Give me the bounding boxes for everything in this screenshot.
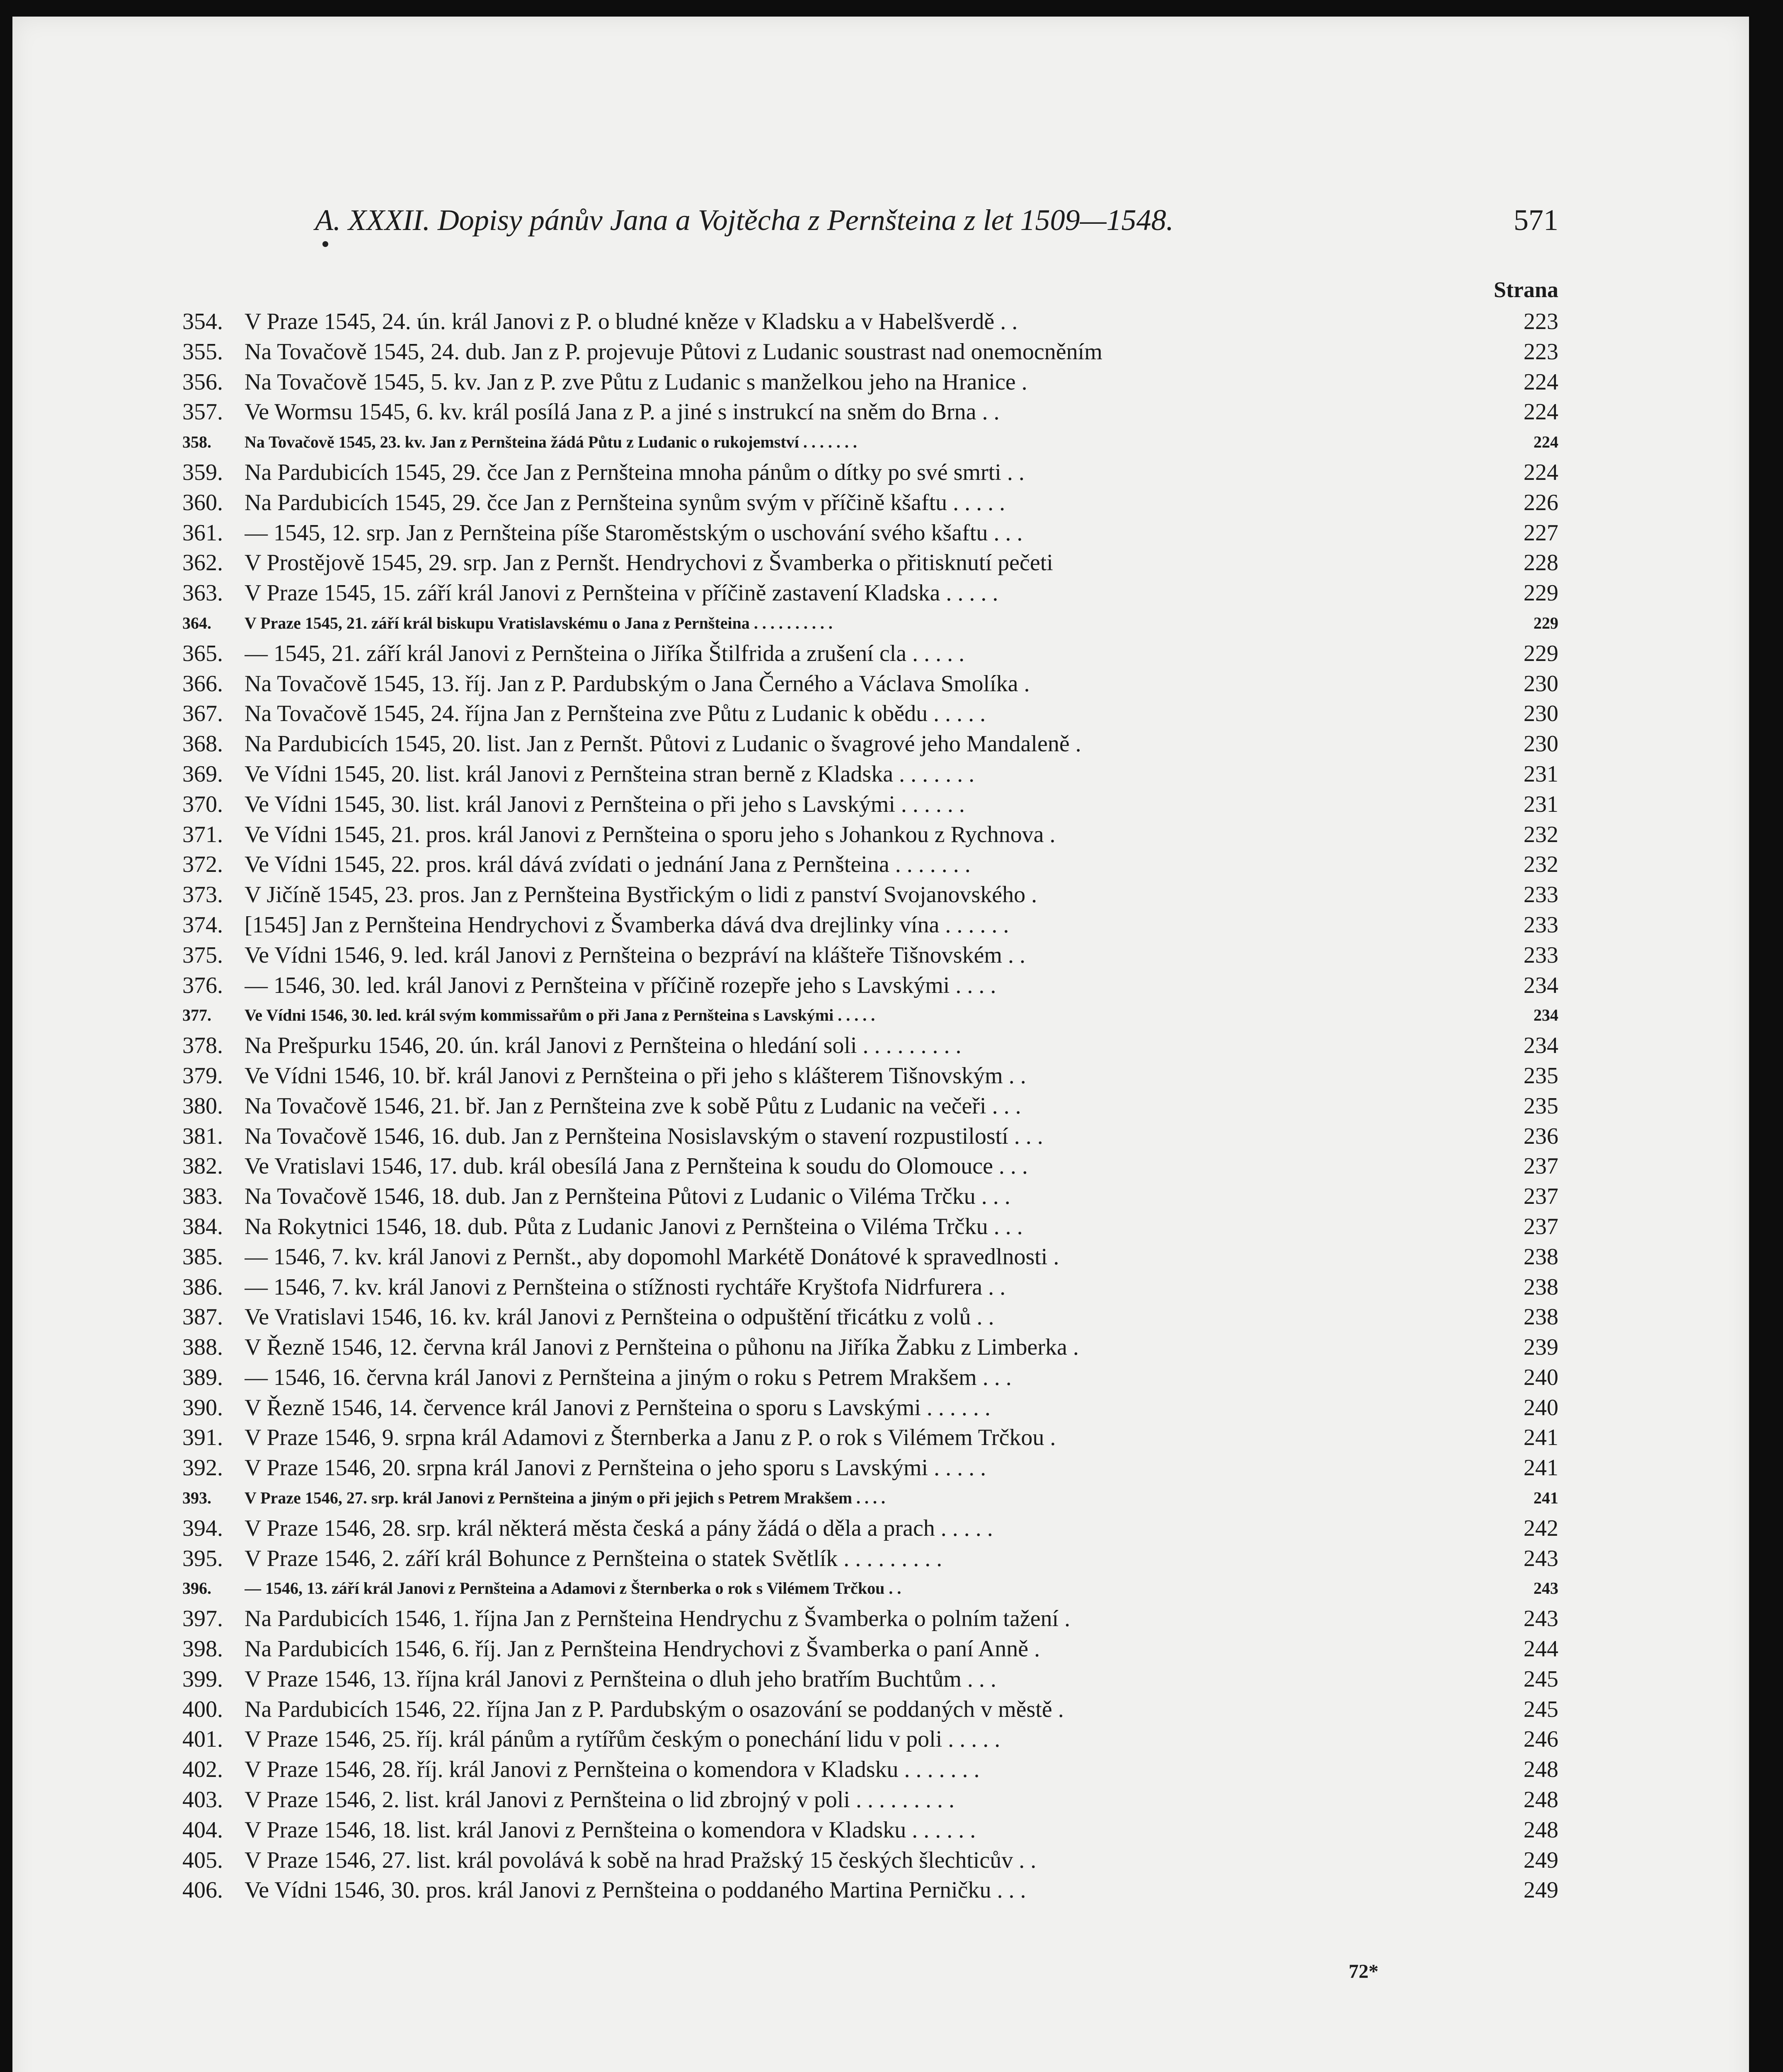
entry-text: V Praze 1546, 27. srp. král Janovi z Pernšteina a jiným o při jejich s Petrem Mrakšem . . . . <box>245 1489 886 1508</box>
entry-text: Na Tovačově 1546, 18. dub. Jan z Pernšteina Půtovi z Ludanic o Viléma Trčku . . . <box>245 1184 1010 1210</box>
entry-text: V Jičíně 1545, 23. pros. Jan z Pernšteina Bystřickým o lidi z panství Svojanovského . <box>245 882 1037 908</box>
entry-page: 241 <box>1533 1489 1558 1508</box>
entry-number: 393. <box>182 1489 211 1508</box>
entry-page: 238 <box>1524 1274 1558 1300</box>
entry-number: 388. <box>182 1334 223 1360</box>
entry-text: V Praze 1546, 28. srp. král některá města česká a pány žádá o děla a prach . . . . . <box>245 1515 993 1541</box>
entry-number: 391. <box>182 1425 223 1451</box>
entry-text: V Prostějově 1545, 29. srp. Jan z Pernšt. Hendrychovi z Švamberka o přitisknutí pečeti <box>245 550 1053 576</box>
entry-page: 229 <box>1533 613 1558 632</box>
entry-number: 386. <box>182 1274 223 1300</box>
entry-text: Na Pardubicích 1545, 20. list. Jan z Pernšt. Půtovi z Ludanic o švagrové jeho Mandaleně . <box>245 731 1081 757</box>
entry-text: Na Tovačově 1545, 23. kv. Jan z Pernšteina žádá Půtu z Ludanic o rukojemství . . . . . . . <box>245 433 857 452</box>
entry-text: — 1546, 13. září král Janovi z Pernšteina a Adamovi z Šternberka o rok s Vilémem Trčkou . . <box>245 1579 901 1598</box>
entry-page: 231 <box>1524 791 1558 817</box>
entry-number: 375. <box>182 942 223 968</box>
entry-number: 366. <box>182 670 223 697</box>
entry-row <box>182 1363 1558 1393</box>
entry-text: V Praze 1546, 13. října král Janovi z Pernšteina o dluh jeho bratřím Buchtům . . . <box>245 1666 996 1692</box>
entry-row <box>182 1332 1558 1363</box>
entry-text: Ve Vídni 1545, 20. list. král Janovi z Pernšteina stran berně z Kladska . . . . . . . <box>245 761 975 787</box>
entry-page: 237 <box>1524 1153 1558 1179</box>
entry-page: 239 <box>1524 1334 1558 1360</box>
entry-row <box>182 367 1558 397</box>
entry-number: 396. <box>182 1579 211 1598</box>
entry-row <box>182 880 1558 910</box>
entry-number: 380. <box>182 1093 223 1119</box>
entry-text: Na Pardubicích 1546, 6. říj. Jan z Pernšteina Hendrychovi z Švamberka o paní Anně . <box>245 1636 1040 1662</box>
entry-text: Na Tovačově 1546, 16. dub. Jan z Pernšteina Nosislavským o stavení rozpustilostí . . . <box>245 1123 1043 1149</box>
entry-number: 385. <box>182 1244 223 1270</box>
entry-text: — 1546, 30. led. král Janovi z Pernšteina v příčině rozepře jeho s Lavskými . . . . <box>245 972 996 998</box>
entry-page: 236 <box>1524 1123 1558 1149</box>
entry-text: V Praze 1545, 21. září král biskupu Vratislavskému o Jana z Pernšteina . . . . . . . . . . <box>245 613 833 632</box>
entry-text: V Praze 1546, 25. říj. král pánům a rytířům českým o ponechání lidu v poli . . . . . <box>245 1726 1001 1752</box>
entry-page: 245 <box>1524 1666 1558 1692</box>
entry-number: 357. <box>182 399 223 425</box>
entry-number: 359. <box>182 459 223 485</box>
entry-row <box>182 1664 1558 1694</box>
entry-row <box>182 910 1558 940</box>
entry-row <box>182 971 1558 1001</box>
entry-row <box>182 1302 1558 1332</box>
entry-text: Ve Vídni 1546, 30. pros. král Janovi z Pernšteina o poddaného Martina Perničku . . . <box>245 1877 1026 1903</box>
entry-text: Na Pardubicích 1545, 29. čce Jan z Pernšteina synům svým v příčině kšaftu . . . . . <box>245 489 1005 516</box>
entry-row <box>182 1121 1558 1152</box>
entry-text: — 1545, 21. září král Janovi z Pernšteina o Jiříka Štilfrida a zrušení cla . . . . . <box>245 640 965 666</box>
entry-page: 233 <box>1524 942 1558 968</box>
entry-text: Ve Vratislavi 1546, 17. dub. král obesílá Jana z Pernšteina k soudu do Olomouce . . . <box>245 1153 1028 1179</box>
entry-number: 392. <box>182 1455 223 1481</box>
entry-page: 243 <box>1533 1579 1558 1598</box>
entry-row <box>182 1091 1558 1121</box>
entry-row <box>182 669 1558 699</box>
entry-number: 367. <box>182 701 223 727</box>
entry-row <box>182 1212 1558 1242</box>
entry-row <box>182 1272 1558 1302</box>
entry-text: V Praze 1546, 18. list. král Janovi z Pernšteina o komendora v Kladsku . . . . . . <box>245 1817 976 1843</box>
entry-page: 229 <box>1524 640 1558 666</box>
entry-number: 405. <box>182 1847 223 1873</box>
entry-text: — 1546, 7. kv. král Janovi z Pernšteina o stížnosti rychtáře Kryštofa Nidrfurera . . <box>245 1274 1006 1300</box>
entry-number: 390. <box>182 1394 223 1421</box>
entry-page: 245 <box>1524 1696 1558 1722</box>
entry-number: 378. <box>182 1033 223 1059</box>
entry-number: 368. <box>182 731 223 757</box>
entry-row <box>182 1573 1558 1604</box>
entry-page: 237 <box>1524 1213 1558 1239</box>
entry-text: V Praze 1546, 27. list. král povolává k sobě na hrad Pražský 15 českých šlechticův . . <box>245 1847 1037 1873</box>
entry-text: Na Tovačově 1545, 13. říj. Jan z P. Pardubským o Jana Černého a Václava Smolíka . <box>245 670 1030 697</box>
entry-page: 230 <box>1524 670 1558 697</box>
entry-row <box>182 1031 1558 1061</box>
entry-number: 370. <box>182 791 223 817</box>
entry-number: 402. <box>182 1757 223 1783</box>
entry-number: 400. <box>182 1696 223 1722</box>
entry-text: Na Rokytnici 1546, 18. dub. Půta z Ludanic Janovi z Pernšteina o Viléma Trčku . . . <box>245 1213 1023 1239</box>
entry-row <box>182 1483 1558 1513</box>
entry-row <box>182 397 1558 427</box>
entry-row <box>182 1000 1558 1031</box>
entry-number: 384. <box>182 1213 223 1239</box>
entry-row <box>182 1393 1558 1423</box>
entry-number: 360. <box>182 489 223 516</box>
entry-page: 233 <box>1524 912 1558 938</box>
entry-number: 387. <box>182 1304 223 1330</box>
entry-page: 244 <box>1524 1636 1558 1662</box>
entry-number: 372. <box>182 852 223 878</box>
entry-number: 403. <box>182 1787 223 1813</box>
entry-row <box>182 307 1558 337</box>
entry-row <box>182 1694 1558 1725</box>
entry-page: 241 <box>1524 1455 1558 1481</box>
entry-page: 223 <box>1524 309 1558 334</box>
entry-row <box>182 518 1558 548</box>
entry-row <box>182 608 1558 639</box>
entry-row <box>182 820 1558 850</box>
entry-page: 224 <box>1524 369 1558 395</box>
entry-text: Ve Vídni 1546, 10. bř. král Janovi z Pernšteina o při jeho s klášterem Tišnovským . . <box>245 1063 1026 1089</box>
entry-number: 369. <box>182 761 223 787</box>
entry-page: 232 <box>1524 821 1558 847</box>
entry-row <box>182 1815 1558 1845</box>
entry-row <box>182 337 1558 367</box>
entry-row <box>182 1875 1558 1905</box>
entry-page: 226 <box>1524 489 1558 516</box>
entry-row <box>182 1061 1558 1091</box>
entry-text: Ve Wormsu 1545, 6. kv. král posílá Jana z P. a jiné s instrukcí na sněm do Brna . . <box>245 399 1000 425</box>
entry-text: V Řezně 1546, 14. července král Janovi z Pernšteina o sporu s Lavskými . . . . . . <box>245 1394 991 1421</box>
entry-number: 397. <box>182 1606 223 1632</box>
entry-number: 394. <box>182 1515 223 1541</box>
entry-page: 224 <box>1533 433 1558 452</box>
entry-row <box>182 548 1558 578</box>
entry-page: 243 <box>1524 1545 1558 1571</box>
entry-number: 362. <box>182 550 223 576</box>
entry-text: Na Tovačově 1545, 24. října Jan z Pernšteina zve Půtu z Ludanic k obědu . . . . . <box>245 701 986 727</box>
entry-number: 395. <box>182 1545 223 1571</box>
entry-row <box>182 427 1558 457</box>
entry-text: V Praze 1545, 24. ún. král Janovi z P. o bludné kněze v Kladsku a v Habelšverdě . . <box>245 309 1018 334</box>
entry-number: 379. <box>182 1063 223 1089</box>
entry-page: 234 <box>1533 1006 1558 1025</box>
entry-text: — 1546, 7. kv. král Janovi z Pernšt., aby dopomohl Markétě Donátové k spravedlnosti . <box>245 1244 1059 1270</box>
entry-page: 235 <box>1524 1093 1558 1119</box>
entry-page: 229 <box>1524 580 1558 606</box>
entry-page: 224 <box>1524 459 1558 485</box>
entry-page: 231 <box>1524 761 1558 787</box>
entry-text: V Praze 1546, 2. list. král Janovi z Pernšteina o lid zbrojný v poli . . . . . . . . . <box>245 1787 954 1813</box>
entry-text: V Praze 1546, 9. srpna král Adamovi z Šternberka a Janu z P. o rok s Vilémem Trčkou . <box>245 1425 1056 1451</box>
entry-row <box>182 699 1558 729</box>
entry-text: [1545] Jan z Pernšteina Hendrychovi z Švamberka dává dva drejlinky vína . . . . . . <box>245 912 1009 938</box>
entry-number: 365. <box>182 640 223 666</box>
entry-number: 376. <box>182 972 223 998</box>
entry-text: Ve Vídni 1545, 22. pros. král dává zvídati o jednání Jana z Pernšteina . . . . . . . <box>245 852 971 878</box>
entry-row <box>182 1151 1558 1181</box>
entry-text: V Praze 1545, 15. září král Janovi z Pernšteina v příčině zastavení Kladska . . . . . <box>245 580 998 606</box>
entry-page: 235 <box>1524 1063 1558 1089</box>
entry-text: Na Prešpurku 1546, 20. ún. král Janovi z Pernšteina o hledání soli . . . . . . . . . <box>245 1033 962 1059</box>
entry-number: 354. <box>182 309 223 334</box>
entry-row <box>182 488 1558 518</box>
entry-number: 356. <box>182 369 223 395</box>
column-label-strana: Strana <box>1493 277 1558 302</box>
entry-row <box>182 1453 1558 1483</box>
entry-page: 243 <box>1524 1606 1558 1632</box>
entry-row <box>182 850 1558 880</box>
entry-number: 406. <box>182 1877 223 1903</box>
entry-text: V Praze 1546, 28. říj. král Janovi z Pernšteina o komendora v Kladsku . . . . . . . <box>245 1757 980 1783</box>
entry-row <box>182 759 1558 789</box>
entry-page: 246 <box>1524 1726 1558 1752</box>
entry-page: 230 <box>1524 731 1558 757</box>
entry-text: — 1546, 16. června král Janovi z Pernšteina a jiným o roku s Petrem Mrakšem . . . <box>245 1364 1012 1390</box>
entry-row <box>182 1634 1558 1664</box>
entry-number: 383. <box>182 1184 223 1210</box>
ink-dot <box>322 241 328 247</box>
entry-text: V Řezně 1546, 12. června král Janovi z Pernšteina o půhonu na Jiříka Žabku z Limberka . <box>245 1334 1079 1360</box>
entry-text: V Praze 1546, 2. září král Bohunce z Pernšteina o statek Světlík . . . . . . . . . <box>245 1545 942 1571</box>
entry-page: 248 <box>1524 1787 1558 1813</box>
entry-number: 371. <box>182 821 223 847</box>
entry-text: Na Tovačově 1545, 5. kv. Jan z P. zve Půtu z Ludanic s manželkou jeho na Hranice . <box>245 369 1027 395</box>
entry-page: 248 <box>1524 1817 1558 1843</box>
entry-number: 382. <box>182 1153 223 1179</box>
entry-row <box>182 1724 1558 1755</box>
entry-row <box>182 639 1558 669</box>
entry-text: Ve Vídni 1545, 30. list. král Janovi z Pernšteina o při jeho s Lavskými . . . . . . <box>245 791 965 817</box>
entry-row <box>182 1785 1558 1815</box>
entry-row <box>182 1181 1558 1212</box>
entry-page: 238 <box>1524 1244 1558 1270</box>
entry-page: 241 <box>1524 1425 1558 1451</box>
entry-number: 373. <box>182 882 223 908</box>
entry-page: 237 <box>1524 1184 1558 1210</box>
entry-number: 355. <box>182 339 223 365</box>
entry-text: Na Tovačově 1545, 24. dub. Jan z P. projevuje Půtovi z Ludanic soustrast nad onemocněním <box>245 339 1102 365</box>
entry-page: 234 <box>1524 972 1558 998</box>
entry-text: Na Pardubicích 1546, 1. října Jan z Pernšteina Hendrychu z Švamberka o polním tažení . <box>245 1606 1071 1632</box>
entry-page: 242 <box>1524 1515 1558 1541</box>
entry-page: 249 <box>1524 1847 1558 1873</box>
entry-row <box>182 1242 1558 1272</box>
entry-text: Ve Vídni 1546, 30. led. král svým kommissařům o při Jana z Pernšteina s Lavskými . . . . . <box>245 1006 875 1025</box>
entry-text: — 1545, 12. srp. Jan z Pernšteina píše Staroměstským o uschování svého kšaftu . . . <box>245 520 1023 546</box>
entry-row <box>182 729 1558 759</box>
entry-list <box>182 307 1558 1905</box>
entry-row <box>182 789 1558 820</box>
entry-number: 399. <box>182 1666 223 1692</box>
entry-number: 389. <box>182 1364 223 1390</box>
entry-page: 234 <box>1524 1033 1558 1059</box>
entry-number: 374. <box>182 912 223 938</box>
entry-number: 381. <box>182 1123 223 1149</box>
entry-page: 248 <box>1524 1757 1558 1783</box>
entry-number: 404. <box>182 1817 223 1843</box>
entry-page: 223 <box>1524 339 1558 365</box>
entry-page: 233 <box>1524 882 1558 908</box>
entry-text: Ve Vídni 1545, 21. pros. král Janovi z Pernšteina o sporu jeho s Johankou z Rychnova . <box>245 821 1056 847</box>
entry-number: 358. <box>182 433 211 452</box>
entry-text: Na Pardubicích 1546, 22. října Jan z P. Pardubským o osazování se poddaných v městě . <box>245 1696 1064 1722</box>
entry-text: Na Tovačově 1546, 21. bř. Jan z Pernšteina zve k sobě Půtu z Ludanic na večeři . . . <box>245 1093 1021 1119</box>
entry-page: 240 <box>1524 1364 1558 1390</box>
entry-row <box>182 457 1558 488</box>
entry-page: 228 <box>1524 550 1558 576</box>
entry-text: Ve Vídni 1546, 9. led. král Janovi z Pernšteina o bezpráví na klášteře Tišnovském . . <box>245 942 1025 968</box>
entry-number: 363. <box>182 580 223 606</box>
entry-row <box>182 1513 1558 1544</box>
entry-text: Na Pardubicích 1545, 29. čce Jan z Pernšteina mnoha pánům o dítky po své smrti . . <box>245 459 1025 485</box>
entry-number: 377. <box>182 1006 211 1025</box>
entry-text: V Praze 1546, 20. srpna král Janovi z Pernšteina o jeho sporu s Lavskými . . . . . <box>245 1455 986 1481</box>
running-header: A. XXXII. Dopisy pánův Jana a Vojtěcha z Pernšteina z let 1509—1548. <box>315 203 1174 237</box>
entry-page: 227 <box>1524 520 1558 546</box>
signature-mark: 72* <box>1349 1961 1378 1982</box>
entry-number: 364. <box>182 613 211 632</box>
entry-page: 224 <box>1524 399 1558 425</box>
entry-page: 249 <box>1524 1877 1558 1903</box>
entry-row <box>182 1604 1558 1634</box>
entry-number: 398. <box>182 1636 223 1662</box>
entry-row <box>182 578 1558 608</box>
page-number: 571 <box>1514 203 1558 237</box>
entry-row <box>182 940 1558 971</box>
entry-row <box>182 1845 1558 1876</box>
entry-number: 361. <box>182 520 223 546</box>
entry-page: 232 <box>1524 852 1558 878</box>
entry-page: 240 <box>1524 1394 1558 1421</box>
entry-page: 230 <box>1524 701 1558 727</box>
entry-row <box>182 1544 1558 1574</box>
entry-number: 401. <box>182 1726 223 1752</box>
entry-row <box>182 1423 1558 1453</box>
entry-text: Ve Vratislavi 1546, 16. kv. král Janovi z Pernšteina o odpuštění třicátku z volů . . <box>245 1304 994 1330</box>
entry-page: 238 <box>1524 1304 1558 1330</box>
entry-row <box>182 1755 1558 1785</box>
